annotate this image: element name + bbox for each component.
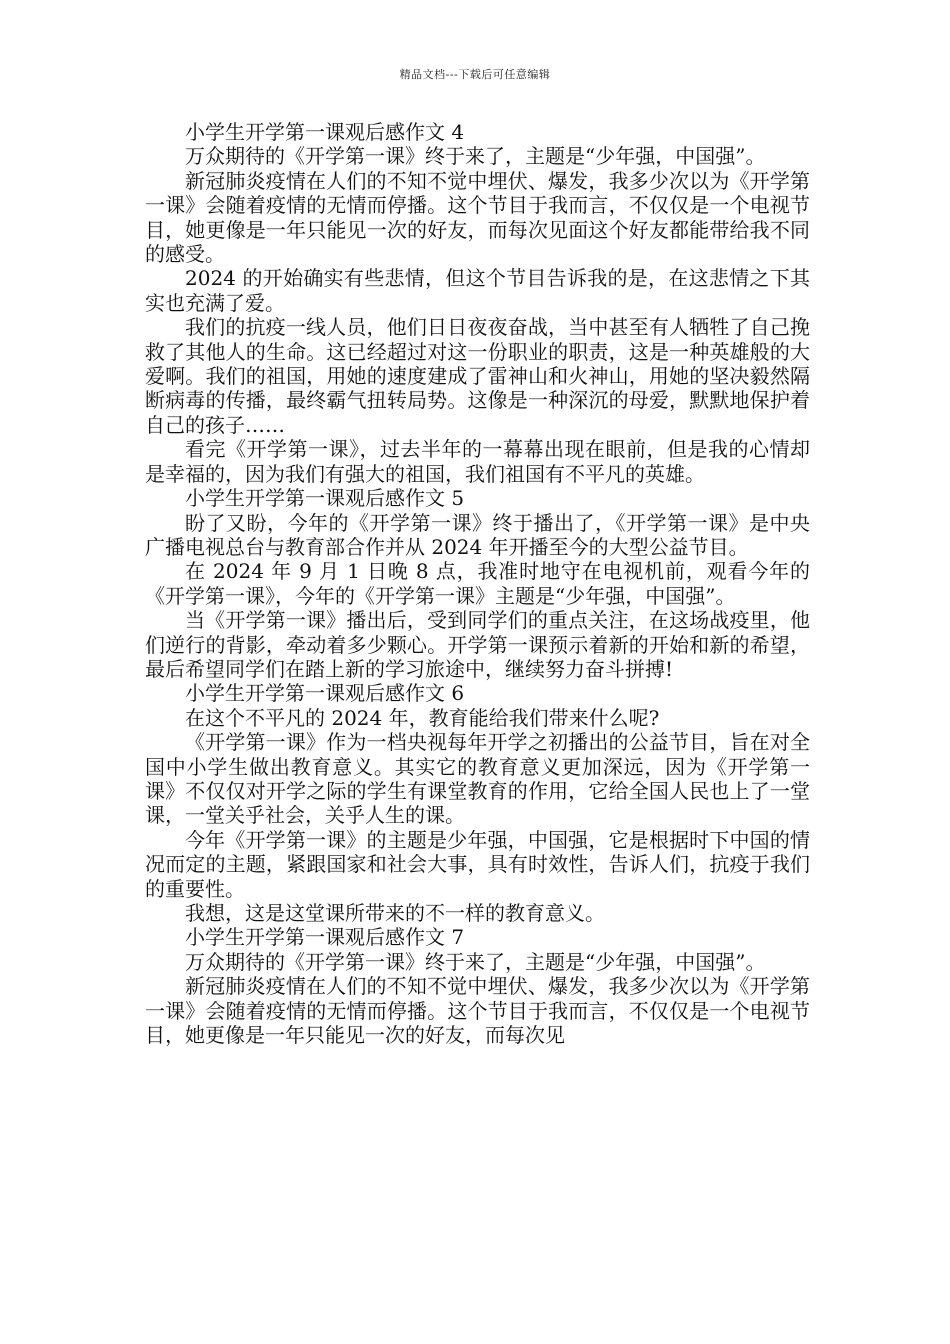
paragraph: 看完《开学第一课》，过去半年的一幕幕出现在眼前，但是我的心情却是幸福的，因为我们有强大的祖国，我们祖国有不平凡的英雄。 — [145, 437, 810, 486]
paragraph: 我们的抗疫一线人员，他们日日夜夜奋战，当中甚至有人牺牲了自己挽救了其他人的生命。这已经超过对这一份职业的职责，这是一种英雄般的大爱啊。我们的祖国，用她的速度建成了雷神山和火神山，用她的坚决毅然隔断病毒的传播，最终霸气扭转局势。这像是一种深沉的母爱，默默地保护着自己的孩子…… — [145, 315, 810, 437]
section-heading: 小学生开学第一课观后感作文 7 — [185, 925, 465, 950]
paragraph: 2024 的开始确实有些悲情，但这个节目告诉我的是，在这悲情之下其实也充满了爱。 — [145, 266, 810, 315]
paragraph: 当《开学第一课》播出后，受到同学们的重点关注，在这场战疫里，他们逆行的背影，牵动着多少颗心。开学第一课预示着新的开始和新的希望，最后希望同学们在踏上新的学习旅途中，继续努力奋斗拼搏! — [145, 608, 810, 681]
page-header: 精品文档---下载后可任意编辑 — [399, 68, 551, 81]
paragraph: 在 2024 年 9 月 1 日晚 8 点，我准时地守在电视机前，观看今年的《开学第一课》，今年的《开学第一课》主题是“少年强，中国强”。 — [145, 559, 810, 608]
paragraph: 新冠肺炎疫情在人们的不知不觉中埋伏、爆发，我多少次以为《开学第一课》会随着疫情的无情而停播。这个节目于我而言，不仅仅是一个电视节目，她更像是一年只能见一次的好友，而每次见面这个好友都能带给我不同的感受。 — [145, 168, 810, 267]
paragraph: 《开学第一课》作为一档央视每年开学之初播出的公益节目，旨在对全国中小学生做出教育意义。其实它的教育意义更加深远，因为《开学第一课》不仅仅对开学之际的学生有课堂教育的作用，它给全国人民也上了一堂课，一堂关乎社会，关乎人生的课。 — [145, 730, 810, 828]
paragraph: 我想，这是这堂课所带来的不一样的教育意义。 — [185, 901, 605, 925]
section-heading: 小学生开学第一课观后感作文 5 — [185, 486, 465, 511]
paragraph: 万众期待的《开学第一课》终于来了，主题是“少年强，中国强”。 — [185, 144, 766, 169]
document-body — [145, 120, 810, 1047]
paragraph: 今年《开学第一课》的主题是少年强，中国强，它是根据时下中国的情况而定的主题，紧跟国家和社会大事，具有时效性，告诉人们，抗疫于我们的重要性。 — [145, 827, 810, 901]
section-heading: 小学生开学第一课观后感作文 4 — [185, 120, 465, 144]
paragraph: 在这个不平凡的 2024 年，教育能给我们带来什么呢? — [185, 705, 660, 730]
section-heading: 小学生开学第一课观后感作文 6 — [185, 681, 465, 706]
paragraph: 万众期待的《开学第一课》终于来了，主题是“少年强，中国强”。 — [185, 949, 766, 974]
paragraph: 盼了又盼，今年的《开学第一课》终于播出了，《开学第一课》是中央广播电视总台与教育部合作并从 2024 年开播至今的大型公益节目。 — [145, 510, 810, 559]
paragraph: 新冠肺炎疫情在人们的不知不觉中埋伏、爆发，我多少次以为《开学第一课》会随着疫情的无情而停播。这个节目于我而言，不仅仅是一个电视节目，她更像是一年只能见一次的好友，而每次见 — [145, 974, 810, 1048]
